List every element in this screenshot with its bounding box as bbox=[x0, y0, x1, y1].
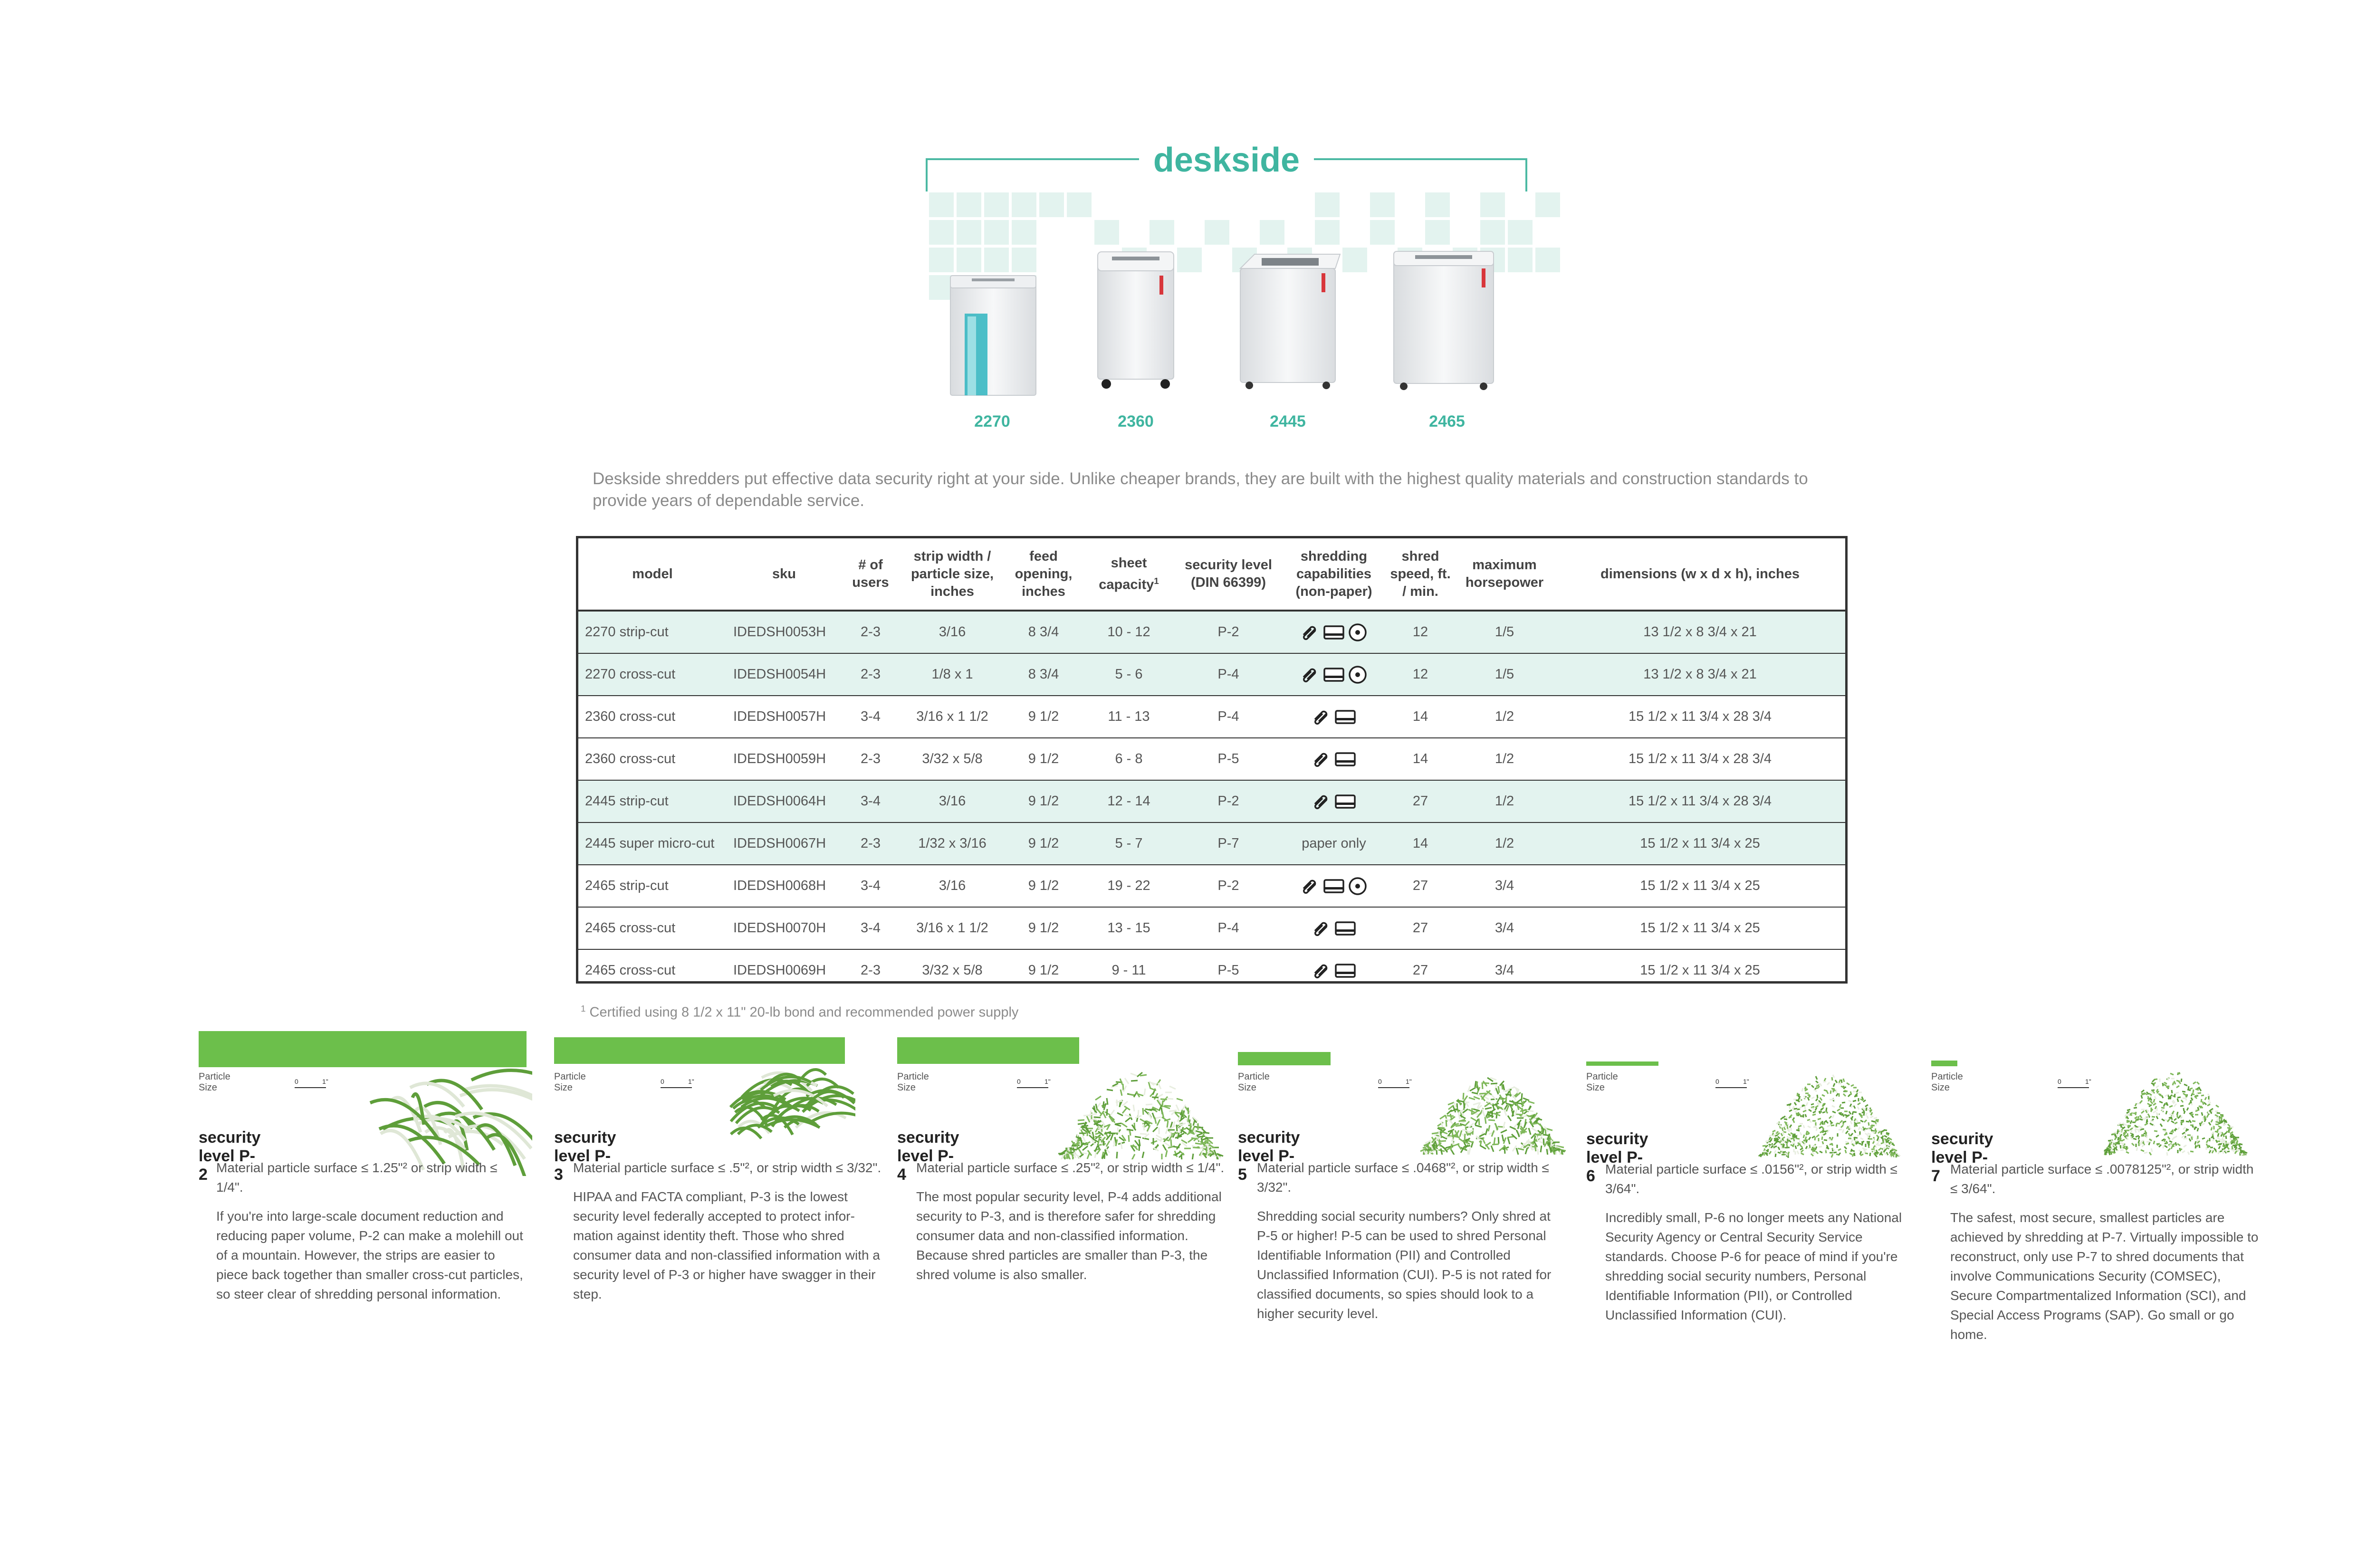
shredder-2445-image[interactable] bbox=[1233, 249, 1342, 390]
particle-size-label: Particle Size bbox=[1238, 1071, 1270, 1093]
security-level-description bbox=[1605, 1159, 1914, 1334]
cell-users: 3-4 bbox=[842, 907, 900, 949]
cell-feed: 8 3/4 bbox=[1005, 611, 1082, 653]
cell-dims: 15 1/2 x 11 3/4 x 25 bbox=[1555, 865, 1845, 907]
table-row bbox=[578, 738, 1845, 780]
cell-hp: 1/5 bbox=[1454, 611, 1555, 653]
cell-strip: 1/8 x 1 bbox=[900, 653, 1005, 696]
credit-card-icon bbox=[1323, 879, 1344, 894]
cell-model: 2465 cross-cut bbox=[585, 963, 676, 978]
capability-icons bbox=[1312, 794, 1356, 810]
particle-size-bar bbox=[554, 1037, 845, 1064]
table-row bbox=[578, 907, 1845, 949]
cell-feed: 9 1/2 bbox=[1005, 865, 1082, 907]
cell-users: 2-3 bbox=[842, 738, 900, 780]
cell-caps: paper only bbox=[1281, 822, 1387, 865]
cell-model: 2360 cross-cut bbox=[578, 738, 727, 780]
cell-strip: 3/16 x 1 1/2 bbox=[900, 907, 1005, 949]
cell-security: P-5 bbox=[1217, 963, 1239, 978]
cell-caps bbox=[1281, 780, 1387, 822]
capability-icons bbox=[1301, 877, 1367, 896]
cell-sku: IDEDSH0064H bbox=[727, 780, 842, 822]
security-level-spec: Material particle surface ≤ .5"², or strip width ≤ 3/32". bbox=[573, 1160, 881, 1175]
table-row bbox=[578, 949, 1845, 991]
cell-dims: 15 1/2 x 11 3/4 x 28 3/4 bbox=[1555, 696, 1845, 738]
security-level-body: The safest, most secure, smallest particles are achieved by shredding at P-7. Virtually impossible to reconstruct, only use P-7 to shred documents that involve Communications Security (COMSEC), Secure Compartmentalized Information (SCI), and Special Access Programs (SAP). Go small or go home. bbox=[1950, 1210, 2259, 1342]
cell-model: 2445 super micro-cut bbox=[578, 822, 727, 865]
table-row bbox=[578, 696, 1845, 738]
col-dimensions: dimensions (w x d x h), inches bbox=[1555, 538, 1845, 611]
credit-card-icon bbox=[1335, 794, 1356, 809]
cell-sheet: 11 - 13 bbox=[1082, 696, 1176, 738]
particle-size-bar bbox=[1586, 1061, 1658, 1066]
cell-hp: 1/2 bbox=[1454, 780, 1555, 822]
cell-users: 3-4 bbox=[842, 696, 900, 738]
page-title: deskside bbox=[926, 141, 1527, 180]
col-model: model bbox=[578, 538, 727, 611]
cd-disc-icon bbox=[1348, 665, 1367, 684]
cell-model: 2360 cross-cut bbox=[578, 696, 727, 738]
security-level-description bbox=[916, 1158, 1225, 1294]
particle-size-label: Particle Size bbox=[1586, 1071, 1618, 1093]
cell-caps bbox=[1281, 949, 1387, 991]
particle-size-label: Particle Size bbox=[199, 1071, 230, 1093]
security-level-spec: Material particle surface ≤ .0468"², or strip width ≤ 3/32". bbox=[1257, 1160, 1549, 1195]
particle-size-label: Particle Size bbox=[1931, 1071, 1963, 1093]
cell-model: 2465 cross-cut bbox=[578, 907, 727, 949]
cell-strip: 3/32 x 5/8 bbox=[922, 963, 983, 978]
cell-strip: 3/16 bbox=[900, 780, 1005, 822]
scale-one: 1" bbox=[322, 1078, 328, 1085]
cell-model: 2445 strip-cut bbox=[578, 780, 727, 822]
paperclip-icon bbox=[1312, 751, 1331, 767]
credit-card-icon bbox=[1335, 752, 1356, 767]
scale-one: 1" bbox=[1743, 1078, 1749, 1085]
col-users: # of users bbox=[842, 538, 900, 611]
cell-strip: 3/16 bbox=[900, 865, 1005, 907]
particle-size-bar bbox=[897, 1037, 1079, 1064]
scale-zero: 0 bbox=[2058, 1078, 2061, 1085]
cell-security: P-2 bbox=[1176, 611, 1281, 653]
scale-zero: 0 bbox=[1378, 1078, 1382, 1085]
cell-users: 3-4 bbox=[842, 865, 900, 907]
cell-feed: 9 1/2 bbox=[1005, 822, 1082, 865]
col-feed: feed opening, inches bbox=[1005, 538, 1082, 611]
scale-zero: 0 bbox=[1715, 1078, 1719, 1085]
col-speed: shred speed, ft. / min. bbox=[1387, 538, 1454, 611]
cell-speed: 12 bbox=[1387, 653, 1454, 696]
cell-speed: 27 bbox=[1412, 963, 1428, 978]
security-level-title: security level P-5 bbox=[1238, 1128, 1300, 1184]
product-label-2445: 2445 bbox=[1270, 412, 1306, 430]
product-label-2270: 2270 bbox=[974, 412, 1010, 430]
cd-disc-icon bbox=[1348, 623, 1367, 642]
cell-sku: IDEDSH0059H bbox=[727, 738, 842, 780]
cell-hp: 3/4 bbox=[1495, 963, 1514, 978]
credit-card-icon bbox=[1335, 921, 1356, 936]
shredder-2465-image[interactable] bbox=[1387, 245, 1501, 392]
cell-sheet: 10 - 12 bbox=[1082, 611, 1176, 653]
cell-dims: 15 1/2 x 11 3/4 x 25 bbox=[1555, 907, 1845, 949]
security-level-body: Incredibly small, P-6 no longer meets any National Security Agency or Central Security Service standards. Choose P-6 for peace of mind if you're shredding social security numbers, Personal Identifiable Information (PII), or Controlled Unclassified Information (CUI). bbox=[1605, 1210, 1902, 1322]
cell-caps bbox=[1281, 738, 1387, 780]
cell-sheet: 13 - 15 bbox=[1082, 907, 1176, 949]
cell-caps bbox=[1281, 611, 1387, 653]
scale-one: 1" bbox=[2085, 1078, 2091, 1085]
cell-speed: 27 bbox=[1387, 907, 1454, 949]
cell-users: 3-4 bbox=[842, 780, 900, 822]
cell-caps bbox=[1281, 907, 1387, 949]
security-level-body: HIPAA and FACTA compliant, P-3 is the lowest security level federally accepted to protect infor-mation against identity theft. Those who shred consumer data and non-classified information with a security level of P-3 or higher have swagger in their step. bbox=[573, 1189, 880, 1301]
paperclip-icon bbox=[1312, 709, 1331, 725]
cell-users: 2-3 bbox=[842, 822, 900, 865]
table-body bbox=[578, 611, 1845, 991]
security-level-title: security level P-2 bbox=[199, 1128, 261, 1184]
table-header-row bbox=[578, 538, 1845, 611]
cell-sheet: 6 - 8 bbox=[1082, 738, 1176, 780]
capability-icons bbox=[1312, 709, 1356, 725]
security-level-title: security level P-4 bbox=[897, 1128, 959, 1184]
security-level-spec: Material particle surface ≤ .25"², or strip width ≤ 1/4". bbox=[916, 1160, 1225, 1175]
security-level-title: security level P-7 bbox=[1931, 1130, 1993, 1185]
cell-security: P-2 bbox=[1176, 780, 1281, 822]
paperclip-icon bbox=[1301, 624, 1320, 641]
cell-security: P-4 bbox=[1176, 653, 1281, 696]
security-level-spec: Material particle surface ≤ 1.25"² or strip width ≤ 1/4". bbox=[216, 1160, 498, 1195]
scale-one: 1" bbox=[1044, 1078, 1051, 1085]
shred-particles-image bbox=[1753, 1062, 1906, 1159]
cell-feed: 9 1/2 bbox=[1005, 696, 1082, 738]
security-level-description bbox=[1950, 1159, 2259, 1354]
table-row bbox=[578, 865, 1845, 907]
scale-one: 1" bbox=[688, 1078, 694, 1085]
cell-hp: 1/5 bbox=[1454, 653, 1555, 696]
paperclip-icon bbox=[1301, 878, 1320, 894]
cell-sheet: 5 - 6 bbox=[1082, 653, 1176, 696]
cell-sheet: 19 - 22 bbox=[1082, 865, 1176, 907]
cell-strip: 1/32 x 3/16 bbox=[900, 822, 1005, 865]
cell-caps bbox=[1281, 865, 1387, 907]
cell-dims: 15 1/2 x 11 3/4 x 28 3/4 bbox=[1555, 738, 1845, 780]
security-level-description bbox=[1257, 1158, 1566, 1333]
security-level-spec: Material particle surface ≤ .0078125"², or strip width ≤ 3/64". bbox=[1950, 1162, 2254, 1196]
shredder-2270-image[interactable] bbox=[946, 271, 1041, 399]
cell-model: 2270 strip-cut bbox=[578, 611, 727, 653]
security-level-title: security level P-6 bbox=[1586, 1130, 1648, 1185]
cell-feed: 9 1/2 bbox=[1005, 738, 1082, 780]
cell-model: 2270 cross-cut bbox=[578, 653, 727, 696]
col-sku: sku bbox=[727, 538, 842, 611]
cell-hp: 1/2 bbox=[1454, 822, 1555, 865]
credit-card-icon bbox=[1335, 963, 1356, 978]
capability-icons bbox=[1312, 751, 1356, 767]
product-label-2465: 2465 bbox=[1429, 412, 1465, 430]
cell-sku: IDEDSH0068H bbox=[727, 865, 842, 907]
table-row bbox=[578, 780, 1845, 822]
credit-card-icon bbox=[1335, 709, 1356, 725]
table-row bbox=[578, 822, 1845, 865]
cell-security: P-5 bbox=[1176, 738, 1281, 780]
col-strip: strip width / particle size, inches bbox=[900, 538, 1005, 611]
shred-particles-image bbox=[694, 1064, 855, 1169]
shredder-2360-image[interactable] bbox=[1088, 247, 1183, 390]
intro-paragraph: Deskside shredders put effective data security right at your side. Unlike cheaper brands, they are built with the highest quality materials and construction standards to provide years of dependable service. bbox=[593, 469, 1808, 510]
cell-strip: 3/32 x 5/8 bbox=[900, 738, 1005, 780]
cell-model: 2465 strip-cut bbox=[578, 865, 727, 907]
cell-security: P-4 bbox=[1176, 907, 1281, 949]
cell-hp: 1/2 bbox=[1454, 696, 1555, 738]
cell-feed: 9 1/2 bbox=[1028, 963, 1059, 978]
credit-card-icon bbox=[1323, 667, 1344, 682]
security-level-spec: Material particle surface ≤ .0156"², or strip width ≤ 3/64". bbox=[1605, 1162, 1897, 1196]
cell-users: 2-3 bbox=[842, 653, 900, 696]
scale-zero: 0 bbox=[1017, 1078, 1021, 1085]
cell-security: P-7 bbox=[1176, 822, 1281, 865]
paperclip-icon bbox=[1301, 667, 1320, 683]
cell-feed: 8 3/4 bbox=[1005, 653, 1082, 696]
cell-security: P-4 bbox=[1176, 696, 1281, 738]
product-label-2360: 2360 bbox=[1118, 412, 1154, 430]
cell-speed: 27 bbox=[1387, 780, 1454, 822]
cell-dims: 13 1/2 x 8 3/4 x 21 bbox=[1555, 611, 1845, 653]
shred-particles-image bbox=[1055, 1060, 1226, 1159]
cell-sheet: 5 - 7 bbox=[1082, 822, 1176, 865]
scale-zero: 0 bbox=[295, 1078, 298, 1085]
paperclip-icon bbox=[1312, 794, 1331, 810]
cell-dims: 15 1/2 x 11 3/4 x 25 bbox=[1555, 822, 1845, 865]
particle-size-label: Particle Size bbox=[554, 1071, 586, 1093]
cell-hp: 3/4 bbox=[1454, 907, 1555, 949]
cell-dims: 15 1/2 x 11 3/4 x 28 3/4 bbox=[1555, 780, 1845, 822]
cell-sheet: 12 - 14 bbox=[1082, 780, 1176, 822]
paperclip-icon bbox=[1312, 963, 1331, 979]
cell-speed: 14 bbox=[1387, 738, 1454, 780]
security-level-description bbox=[573, 1158, 882, 1313]
cell-dims: 15 1/2 x 11 3/4 x 25 bbox=[1640, 963, 1760, 978]
cell-dims: 13 1/2 x 8 3/4 x 21 bbox=[1555, 653, 1845, 696]
security-level-body: If you're into large-scale document reduction and reducing paper volume, P-2 can make a molehill out of a mountain. However, the strips are easier to piece back together than smaller cross-cut particles, so steer clear of shredding personal information. bbox=[216, 1209, 523, 1301]
cell-feed: 9 1/2 bbox=[1005, 907, 1082, 949]
col-security: security level (DIN 66399) bbox=[1176, 538, 1281, 611]
cd-disc-icon bbox=[1348, 877, 1367, 896]
cell-users: 2-3 bbox=[861, 963, 881, 978]
security-level-body: Shredding social security numbers? Only shred at P-5 or higher! P-5 can be used to shred Personal Identifiable Information (PII) and Controlled Unclassified Information (CUI). P-5 is not rated for classified documents, so spies should look to a higher security level. bbox=[1257, 1209, 1552, 1321]
security-level-description bbox=[216, 1158, 525, 1313]
cell-caps bbox=[1281, 696, 1387, 738]
credit-card-icon bbox=[1323, 625, 1344, 640]
footnote: $^1$ Certified using 8 1/2 x 11" 20-lb bond and recommended power supply bbox=[581, 1004, 1019, 1020]
capability-icons bbox=[1301, 623, 1367, 642]
spec-table bbox=[576, 536, 1848, 984]
scale-one: 1" bbox=[1406, 1078, 1412, 1085]
capability-icons bbox=[1301, 665, 1367, 684]
cell-users: 2-3 bbox=[842, 611, 900, 653]
paperclip-icon bbox=[1312, 920, 1331, 937]
particle-size-label: Particle Size bbox=[897, 1071, 929, 1093]
cell-strip: 3/16 x 1 1/2 bbox=[900, 696, 1005, 738]
particle-size-bar bbox=[1931, 1061, 1957, 1066]
cell-speed: 27 bbox=[1387, 865, 1454, 907]
cell-caps bbox=[1281, 653, 1387, 696]
capability-icons bbox=[1312, 920, 1356, 937]
cell-sku: IDEDSH0069H bbox=[733, 963, 826, 978]
shred-particles-image bbox=[2096, 1062, 2252, 1157]
cell-speed: 14 bbox=[1387, 822, 1454, 865]
cell-security: P-2 bbox=[1176, 865, 1281, 907]
cell-speed: 14 bbox=[1387, 696, 1454, 738]
cell-sku: IDEDSH0053H bbox=[727, 611, 842, 653]
cell-sku: IDEDSH0054H bbox=[727, 653, 842, 696]
scale-zero: 0 bbox=[661, 1078, 664, 1085]
cell-sku: IDEDSH0067H bbox=[727, 822, 842, 865]
security-level-title: security level P-3 bbox=[554, 1128, 616, 1184]
col-sheet: sheet capacity$^1$ bbox=[1082, 538, 1176, 611]
cell-hp: 3/4 bbox=[1454, 865, 1555, 907]
particle-size-bar bbox=[199, 1031, 527, 1067]
table-row bbox=[578, 611, 1845, 653]
cell-sheet: 9 - 11 bbox=[1111, 963, 1146, 978]
security-level-body: The most popular security level, P-4 adds additional security to P-3, and is therefore safer for shredding consumer data and non-classified information. Because shred particles are smaller than P-3, the shred volume is also smaller. bbox=[916, 1189, 1222, 1282]
shred-particles-image bbox=[1416, 1067, 1568, 1155]
table-row bbox=[578, 653, 1845, 696]
cell-speed: 12 bbox=[1387, 611, 1454, 653]
cell-hp: 1/2 bbox=[1454, 738, 1555, 780]
particle-size-bar bbox=[1238, 1052, 1331, 1065]
capability-icons bbox=[1312, 963, 1356, 979]
col-horsepower: maximum horsepower bbox=[1454, 538, 1555, 611]
col-capabilities: shredding capabilities (non-paper) bbox=[1281, 538, 1387, 611]
cell-strip: 3/16 bbox=[900, 611, 1005, 653]
cell-sku: IDEDSH0057H bbox=[727, 696, 842, 738]
cell-feed: 9 1/2 bbox=[1005, 780, 1082, 822]
cell-sku: IDEDSH0070H bbox=[727, 907, 842, 949]
